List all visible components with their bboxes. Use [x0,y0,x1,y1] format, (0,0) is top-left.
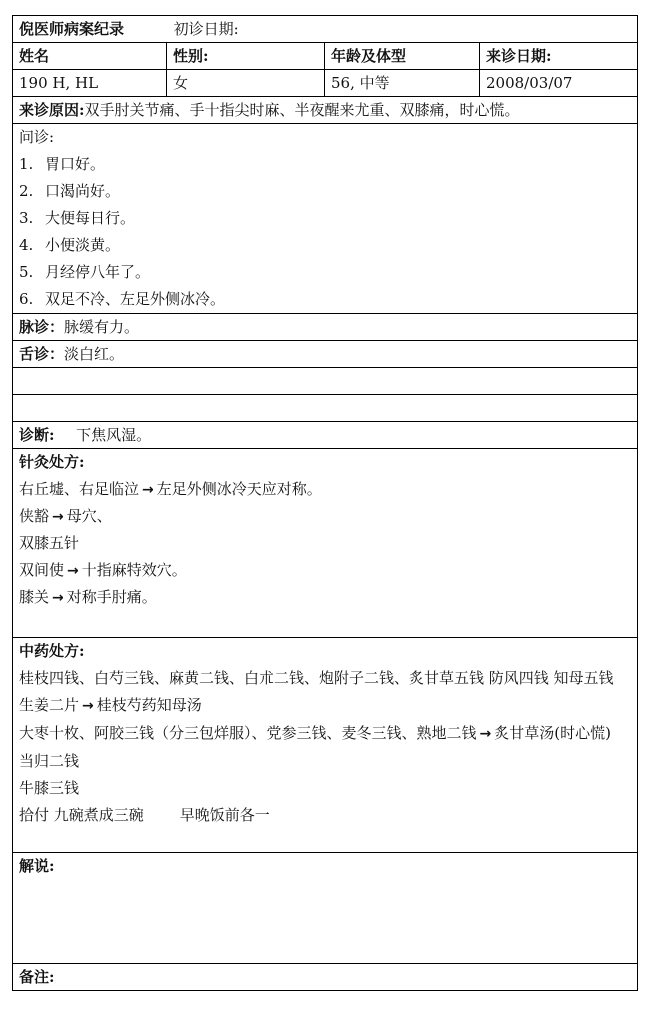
record-table [12,15,638,991]
inquiry-item: 1. 胃口好。 [19,155,106,173]
gender-header: 性别: [167,43,325,70]
inquiry-item: 4. 小便淡黄。 [19,236,121,254]
acupuncture-line: 右丘墟、右足临泣 → 左足外侧冰冷天应对称。 [19,480,322,498]
acupuncture-line: 侠豁 → 母穴、 [19,507,112,525]
diagnosis-row [13,422,638,449]
herbal-formula-2: 大枣十枚、阿胶三钱（分三包烊服）、党参三钱、麦冬三钱、熟地二钱 → 炙甘草汤(时心慌) [19,724,611,742]
herbal-formula-1: 桂枝四钱、白芍三钱、麻黄二钱、白朮二钱、炮附子二钱、炙甘草五钱 防风四钱 知母五钱 生姜二片 → 桂枝芍药知母汤 [19,669,614,714]
herbal-row [13,638,638,853]
tongue-row [13,341,638,368]
pulse-label: 脉诊： [19,318,65,336]
arrow-right-icon: → [82,698,94,714]
visit-date-value: 2008/03/07 [480,70,638,97]
inquiry-item: 6. 双足不冷、左足外侧冰冷。 [19,290,226,308]
blank-row [13,395,638,422]
inquiry-label: 问诊: [19,128,55,146]
explanation-row [13,853,638,964]
inquiry-item: 3. 大便每日行。 [19,209,136,227]
acupuncture-line: 双间使 → 十指麻特效穴。 [19,561,187,579]
age-build-header: 年龄及体型 [325,43,480,70]
explanation-label: 解说: [19,857,55,875]
visit-date-header: 来诊日期: [480,43,638,70]
arrow-right-icon: → [52,590,64,606]
diagnosis-label: 诊断: [19,426,55,444]
arrow-right-icon: → [479,726,492,742]
arrow-right-icon: → [67,563,79,579]
inquiry-item: 5. 月经停八年了。 [19,263,151,281]
pulse-row [13,314,638,341]
acupuncture-line: 双膝五针 [19,534,80,552]
name-header: 姓名 [13,43,167,70]
acupuncture-label: 针灸处方: [19,453,85,471]
herbal-dosage-line: 拾付 九碗煮成三碗 早晚饭前各一 [19,806,270,824]
pulse-text: 脉缓有力。 [64,318,140,336]
inquiry-item: 2. 口渴尚好。 [19,182,121,200]
name-value: 190 H, HL [13,70,167,97]
herbal-line: 牛膝三钱 [19,779,80,797]
diagnosis-text: 下焦风湿。 [76,426,152,444]
inquiry-row [13,124,638,314]
patient-value-row [13,70,638,97]
tongue-text: 淡白红。 [64,345,125,363]
blank-row [13,368,638,395]
herbal-line: 当归二钱 [19,752,80,770]
chief-complaint-label: 来诊原因: [19,101,85,119]
record-title: 倪医师病案纪录 [19,20,125,38]
patient-header-row [13,43,638,70]
arrow-right-icon: → [142,482,154,498]
title-row [13,16,638,43]
arrow-right-icon: → [52,509,64,525]
tongue-label: 舌诊： [19,345,65,363]
acupuncture-line: 膝关 → 对称手肘痛。 [19,588,157,606]
gender-value: 女 [167,70,325,97]
chief-complaint-text: 双手肘关节痛、手十指尖时麻、半夜醒来尤重、双膝痛，时心慌。 [84,101,520,119]
herbal-label: 中药处方: [19,642,85,660]
initial-date-label: 初诊日期: [173,20,239,38]
chief-complaint-row [13,97,638,124]
medical-record-form [12,15,637,991]
acupuncture-row [13,449,638,638]
age-build-value: 56, 中等 [325,70,480,97]
notes-row [13,964,638,991]
notes-label: 备注: [19,968,55,986]
